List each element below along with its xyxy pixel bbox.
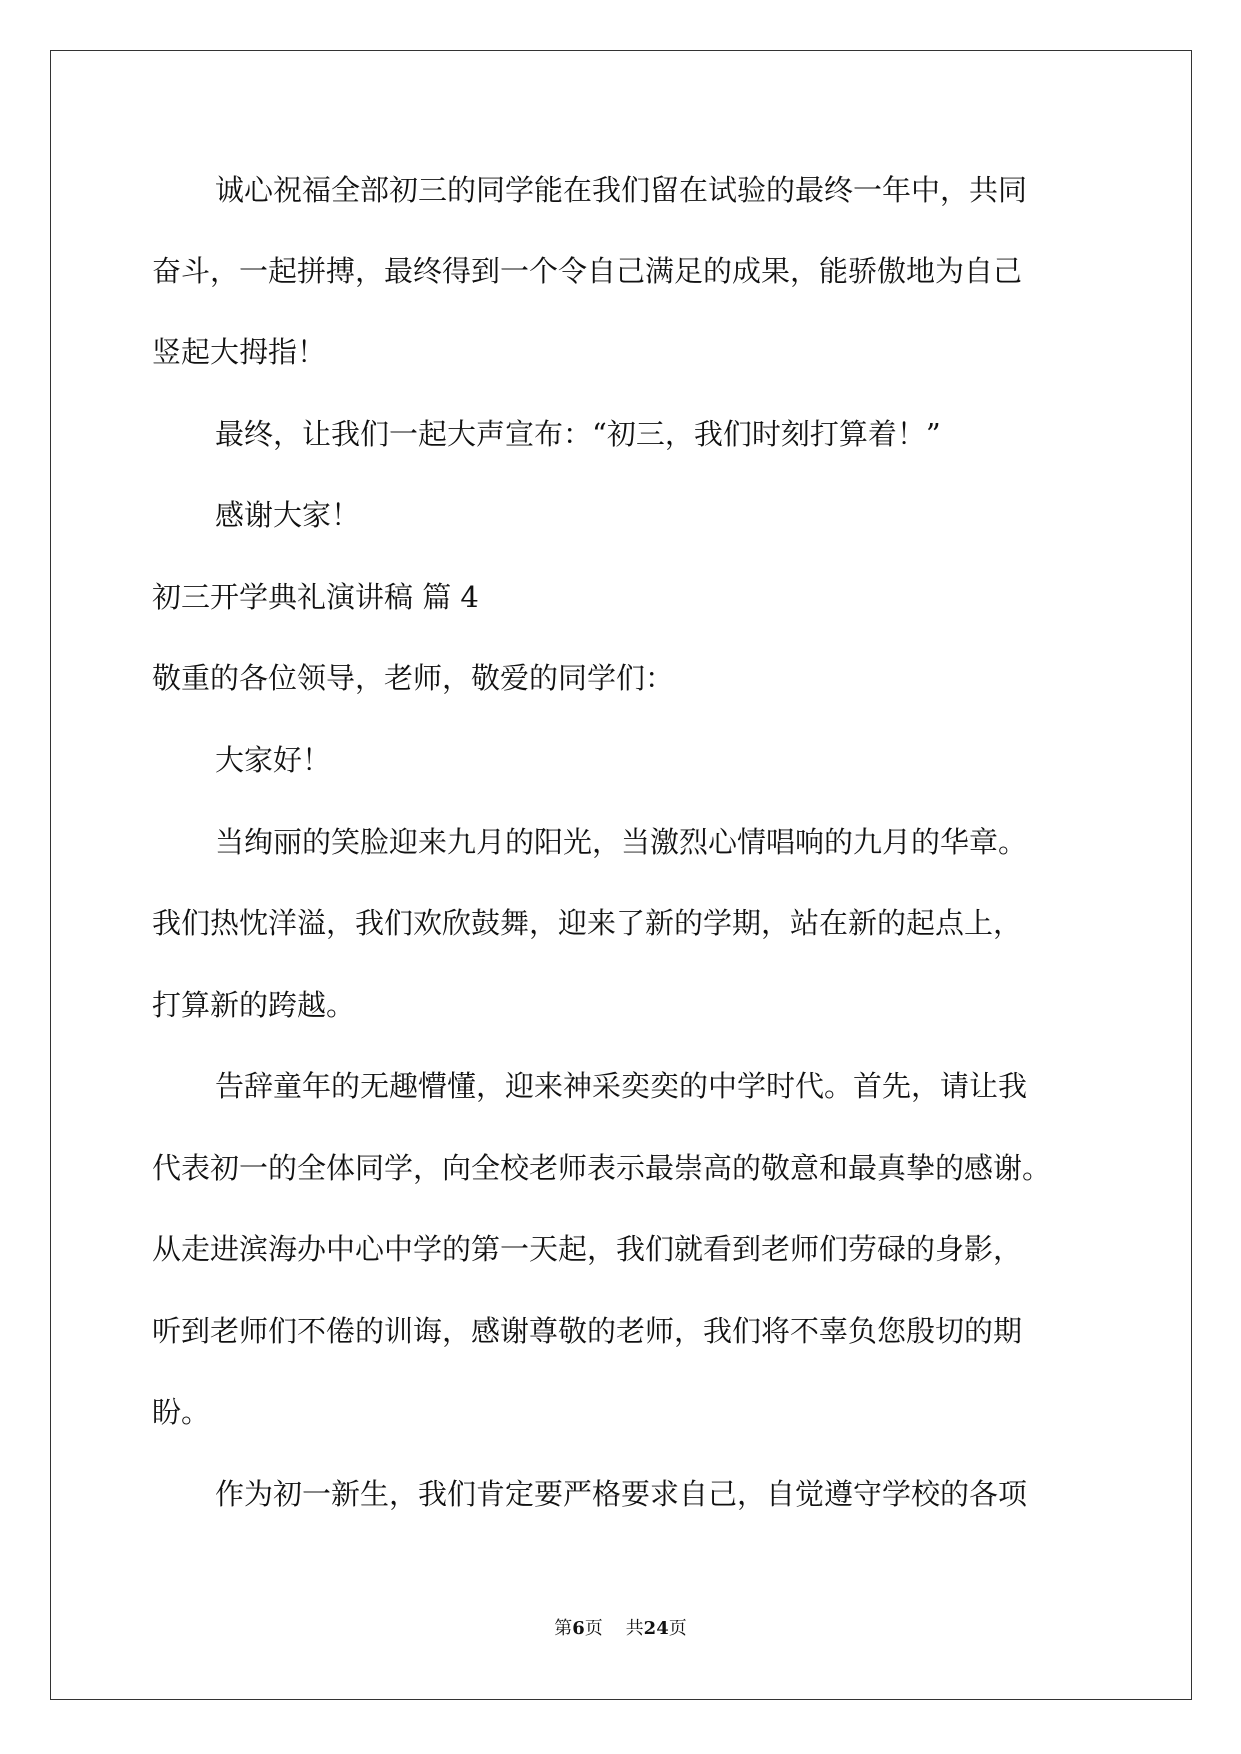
current-page-number: 6 <box>572 1618 585 1639</box>
paragraph-line: 竖起大拇指！ <box>152 335 327 369</box>
footer-total-prefix: 共 <box>625 1618 644 1639</box>
paragraph-line: 作为初一新生，我们肯定要严格要求自己，自觉遵守学校的各项 <box>215 1477 1028 1511</box>
paragraph-line: 听到老师们不倦的训诲，感谢尊敬的老师，我们将不辜负您殷切的期 <box>152 1314 1023 1348</box>
paragraph-line: 从走进滨海办中心中学的第一天起，我们就看到老师们劳碌的身影， <box>152 1232 1023 1266</box>
footer-page-word: 页 <box>584 1618 603 1639</box>
paragraph-line: 感谢大家！ <box>215 498 361 532</box>
paragraph-line: 奋斗，一起拼搏，最终得到一个令自己满足的成果，能骄傲地为自己 <box>152 254 1023 288</box>
total-pages-number: 24 <box>643 1618 669 1639</box>
page-border <box>50 50 1192 1700</box>
paragraph-line: 盼。 <box>152 1395 211 1429</box>
page-footer <box>0 1614 1241 1640</box>
section-heading: 初三开学典礼演讲稿 篇 4 <box>152 580 479 614</box>
paragraph-line: 我们热忱洋溢，我们欢欣鼓舞，迎来了新的学期，站在新的起点上， <box>152 906 1023 940</box>
salutation: 敬重的各位领导，老师，敬爱的同学们： <box>152 661 675 695</box>
greeting: 大家好！ <box>215 743 332 777</box>
paragraph-line: 诚心祝福全部初三的同学能在我们留在试验的最终一年中，共同 <box>215 173 1028 207</box>
paragraph-line: 告辞童年的无趣懵懂，迎来神采奕奕的中学时代。首先，请让我 <box>215 1069 1028 1103</box>
paragraph-line: 最终，让我们一起大声宣布：“初三，我们时刻打算着！” <box>215 417 941 451</box>
footer-total-suffix: 页 <box>668 1618 687 1639</box>
paragraph-line: 打算新的跨越。 <box>152 988 356 1022</box>
paragraph-line: 当绚丽的笑脸迎来九月的阳光，当激烈心情唱响的九月的华章。 <box>215 825 1028 859</box>
paragraph-line: 代表初一的全体同学，向全校老师表示最崇高的敬意和最真挚的感谢。 <box>152 1151 1052 1185</box>
footer-prefix: 第 <box>554 1618 573 1639</box>
